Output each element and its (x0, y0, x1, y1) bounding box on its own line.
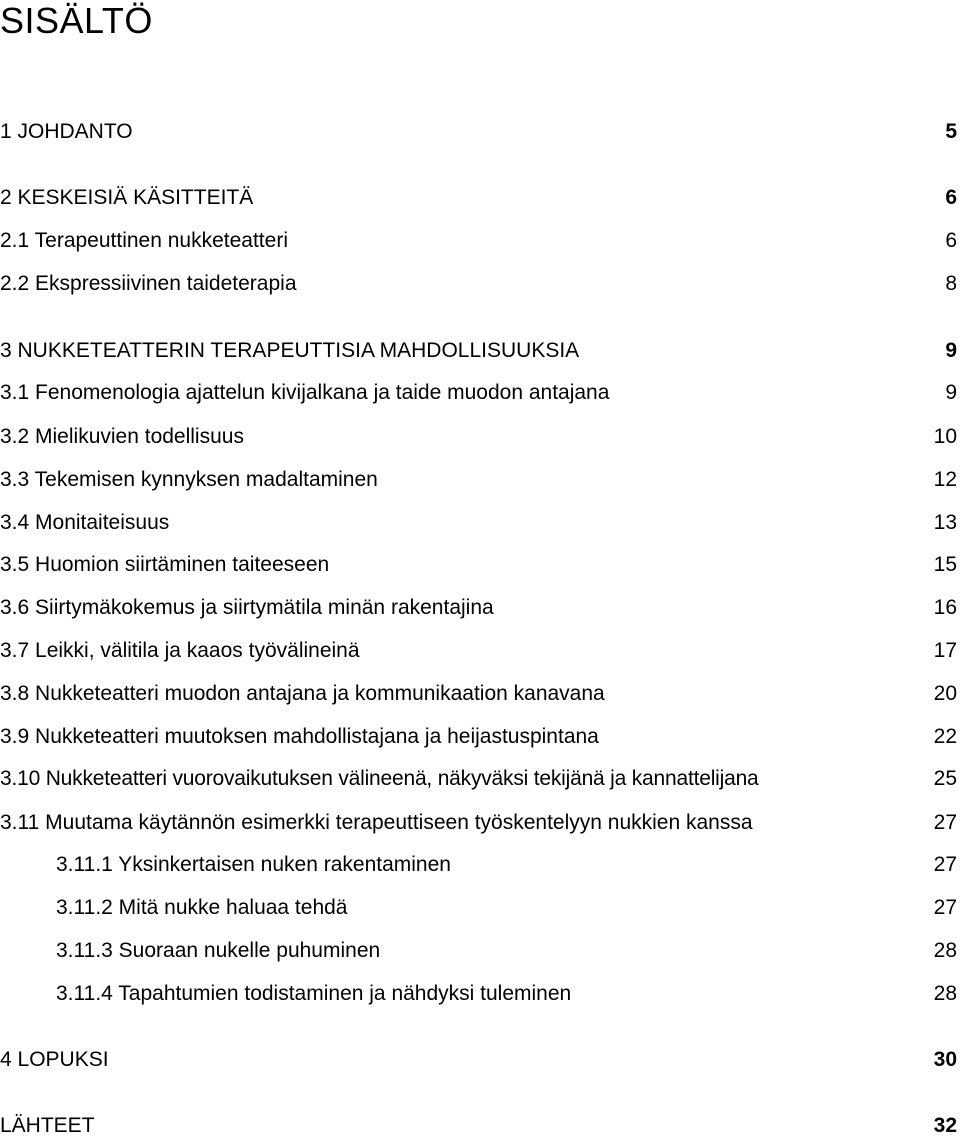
toc-entry-3-6[interactable] (0, 592, 960, 624)
toc-entry-3-11-1[interactable] (56, 849, 960, 881)
page-title: SISÄLTÖ (0, 0, 153, 41)
toc-entry-page: 16 (933, 596, 957, 619)
toc-entry-label: 3.5 Huomion siirtäminen taiteeseen (0, 553, 330, 576)
toc-entry-page: 27 (933, 811, 957, 834)
toc-entry-lahteet[interactable] (0, 1110, 960, 1142)
toc-entry-3-4[interactable] (0, 507, 960, 539)
toc-entry-2-2[interactable] (0, 268, 960, 300)
toc-entry-label: 3.1 Fenomenologia ajattelun kivijalkana ja taide muodon antajana (0, 381, 610, 404)
toc-entry-3-3[interactable] (0, 464, 960, 496)
toc-entry-page: 30 (933, 1048, 957, 1071)
toc-entry-johdanto[interactable] (0, 116, 960, 148)
toc-entry-page: 5 (945, 120, 957, 143)
toc-entry-page: 22 (933, 725, 957, 748)
toc-entry-label: 3.11.1 Yksinkertaisen nuken rakentaminen (56, 853, 451, 876)
toc-entry-3-1[interactable] (0, 377, 960, 409)
toc-entry-3-7[interactable] (0, 635, 960, 667)
toc-entry-3-11-2[interactable] (56, 892, 960, 924)
toc-entry-label: 1 JOHDANTO (0, 120, 133, 143)
toc-entry-lopuksi[interactable] (0, 1044, 960, 1076)
toc-entry-page: 17 (933, 639, 957, 662)
toc-entry-label: 3.11.2 Mitä nukke haluaa tehdä (56, 896, 348, 919)
toc-entry-page: 13 (933, 511, 957, 534)
toc-entry-page: 27 (933, 896, 957, 919)
toc-entry-page: 9 (945, 381, 957, 404)
toc-entry-page: 6 (945, 229, 957, 252)
toc-entry-label: 3.4 Monitaiteisuus (0, 511, 170, 534)
toc-entry-keskeisia-kasitteita[interactable] (0, 182, 960, 214)
toc-entry-page: 15 (933, 553, 957, 576)
toc-entry-label: 3.11.4 Tapahtumien todistaminen ja nähdyksi tuleminen (56, 982, 572, 1005)
toc-entry-3-5[interactable] (0, 549, 960, 581)
toc-entry-nukketeatterin-mahdollisuuksia[interactable] (0, 335, 960, 367)
toc-entry-page: 20 (933, 682, 957, 705)
toc-entry-label: 3.9 Nukketeatteri muutoksen mahdollistajana ja heijastuspintana (0, 725, 599, 748)
toc-entry-3-9[interactable] (0, 721, 960, 753)
toc-entry-page: 25 (933, 767, 957, 790)
toc-entry-label: 3.8 Nukketeatteri muodon antajana ja kommunikaation kanavana (0, 682, 605, 705)
toc-entry-label: 3.11 Muutama käytännön esimerkki terapeuttiseen työskentelyyn nukkien kanssa (0, 811, 753, 834)
toc-entry-3-10[interactable] (0, 763, 960, 795)
toc-entry-label: 3.7 Leikki, välitila ja kaaos työvälineinä (0, 639, 360, 662)
toc-entry-label: 3.3 Tekemisen kynnyksen madaltaminen (0, 468, 378, 491)
toc-entry-3-2[interactable] (0, 421, 960, 453)
toc-entry-page: 12 (933, 468, 957, 491)
toc-entry-page: 6 (945, 186, 957, 209)
toc-entry-label: 2.1 Terapeuttinen nukketeatteri (0, 229, 288, 252)
toc-entry-label: LÄHTEET (0, 1114, 95, 1137)
toc-entry-label: 3.10 Nukketeatteri vuorovaikutuksen välineenä, näkyväksi tekijänä ja kannattelijana (0, 767, 759, 790)
toc-entry-3-11-3[interactable] (56, 935, 960, 967)
toc-entry-label: 3.2 Mielikuvien todellisuus (0, 425, 244, 448)
toc-entry-label: 4 LOPUKSI (0, 1048, 109, 1071)
toc-entry-page: 27 (933, 853, 957, 876)
toc-entry-page: 8 (945, 272, 957, 295)
toc-entry-page: 28 (933, 939, 957, 962)
toc-entry-3-8[interactable] (0, 678, 960, 710)
toc-entry-3-11-4[interactable] (56, 978, 960, 1010)
toc-entry-label: 3.6 Siirtymäkokemus ja siirtymätila minän rakentajina (0, 596, 494, 619)
toc-entry-page: 28 (933, 982, 957, 1005)
toc-entry-label: 2.2 Ekspressiivinen taideterapia (0, 272, 297, 295)
toc-entry-page: 9 (945, 339, 957, 362)
toc-entry-label: 2 KESKEISIÄ KÄSITTEITÄ (0, 186, 254, 209)
toc-entry-label: 3 NUKKETEATTERIN TERAPEUTTISIA MAHDOLLISUUKSIA (0, 339, 580, 362)
toc-entry-2-1[interactable] (0, 225, 960, 257)
toc-entry-3-11[interactable] (0, 807, 960, 839)
toc-entry-page: 10 (933, 425, 957, 448)
toc-entry-page: 32 (933, 1114, 957, 1137)
toc-entry-label: 3.11.3 Suoraan nukelle puhuminen (56, 939, 381, 962)
